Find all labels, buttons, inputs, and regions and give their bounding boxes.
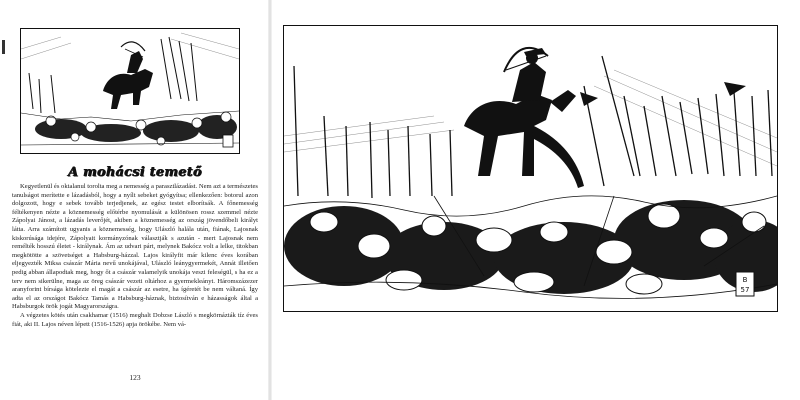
- signature-year: 57: [740, 286, 750, 294]
- signature-mark: B: [742, 276, 748, 284]
- battle-of-mohacs-drawing: [284, 26, 777, 311]
- paragraph: A végzetes kötés után csakhamar (1516) meghalt Dobzse László s megkörnázták tíz éves fiát, aki II. Lajos néven lépett (1516-1526) apja örökébe. Nem vá-: [12, 311, 258, 328]
- small-battle-drawing: [21, 29, 239, 153]
- body-text: [12, 183, 258, 368]
- chapter-title: A mohácsi temető: [68, 165, 202, 180]
- page-number: 123: [129, 373, 141, 382]
- full-page-illustration: [283, 25, 778, 312]
- left-page: [0, 0, 270, 400]
- right-page: [270, 0, 800, 400]
- paragraph: Kegyetlenül és oktalanul torolta meg a nemesség a parasztlázadást. Nem azt a természetes tanulságot merítette e lázadásból, hogy a nyílt sebeket gyógyítsa; ellenkezően: botorul azon dolgozott, hogy e sebek tovább terjedjenek, az egész testet elborítsák. A főnemesség féltékenyen nézte a köznemesség előtérbe nyomulását a különösen rossz szemmel nézte Zápolyai Jánost, a lázadás leverőjét, akiben a köznemesség az ország jövendőbeli királyt látta. Arra számított ugyanis a köznemesség, hogy Ulászló halála után, fiának, Lajosnak kiskorúsága idejére, Zápolyait kormányzónak választják s azután - mert Lajosnak nem remélték hosszú életet - királynak. Ám az udvari párt, melynek Bakócz volt a lelke, titokban megkötötte a szövetséget a Habsburg-házzal. Lajos királyfit már kilenc éves korában eljegyezték Miksa császár Mária nevű unokájával, Ulászló leánygyermekét, Annát illetően pedig abban állapodtak meg, hogy őt a császár valamelyik unokája veszi feleségül, s ha ez a terv nem sikerülne, maga az öreg császár vezeti oltárhoz a gyermekleányt. Háromszázezer aranyforint bírsága kötelezte el magát a császár az esetre, ha ígéretét be nem váltaná. Így adta el az országot Bakócz Tamás a Habsburg-háznak, biztosítván e házasságok által a Habsburgok örök jogát Magyarországra.: [12, 183, 258, 311]
- page-edge-mark: [2, 40, 5, 54]
- chapter-header-illustration: [20, 28, 240, 154]
